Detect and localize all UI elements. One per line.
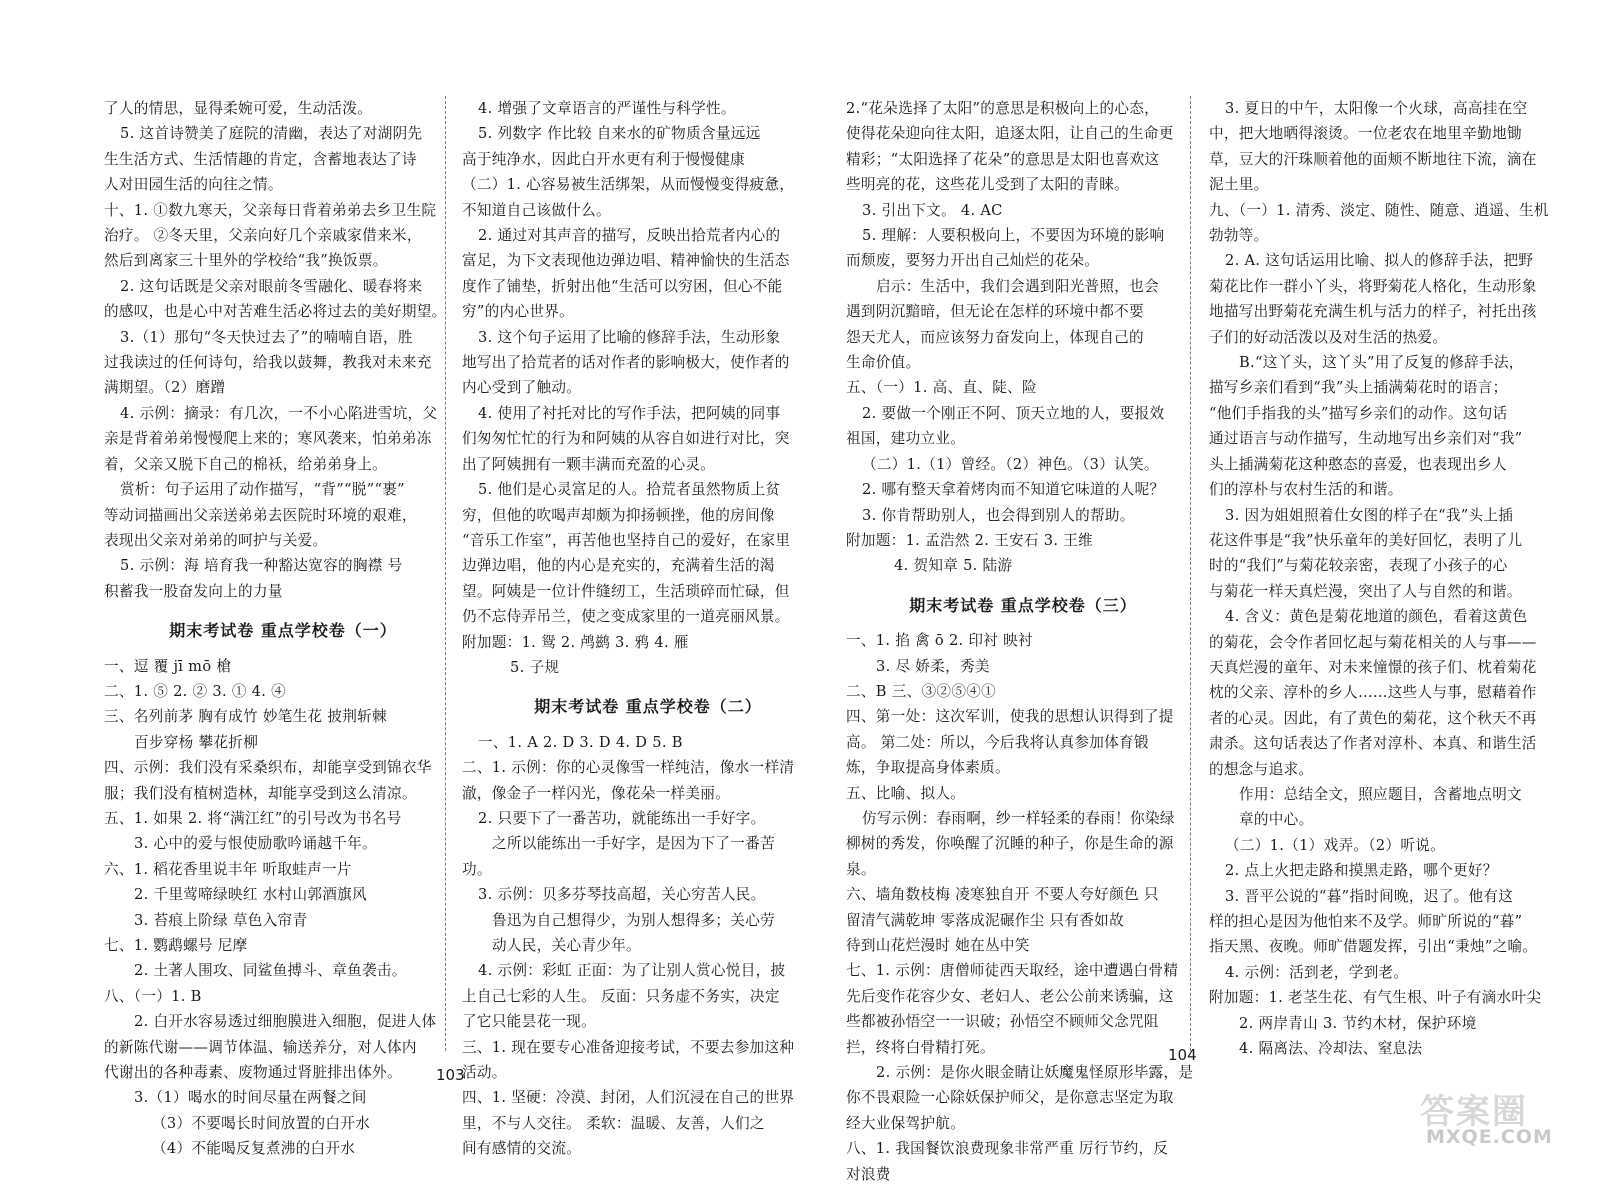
text-line: 七、1. 示例：唐僧师徒西天取经，途中遭遇白骨精 bbox=[846, 962, 1179, 980]
text-line: 2. 要做一个刚正不阿、顶天立地的人，要报效 bbox=[862, 404, 1165, 422]
text-line: 穷，但他的吹喝声却颇为抑扬顿挫，他的房间像 bbox=[462, 506, 775, 524]
text-line: 4. 使用了衬托对比的写作手法，把阿姨的同事 bbox=[478, 404, 781, 422]
text-line: 拦，终将白骨精打死。 bbox=[846, 1038, 995, 1056]
text-line: 枕的父亲、淳朴的乡人……这些人与事，慰藉着作 bbox=[1209, 684, 1537, 702]
text-line: （二）1.（1）曾经。（2）神色。（3）认笑。 bbox=[862, 455, 1159, 473]
text-line: 中，把大地晒得滚烫。一位老农在地里辛勤地锄 bbox=[1209, 125, 1522, 143]
text-line: 内心受到了触动。 bbox=[462, 379, 582, 397]
text-line: 五、比喻、拟人。 bbox=[846, 784, 966, 802]
text-line: 四、第一处：这次军训，使我的思想认识得到了提 bbox=[846, 708, 1174, 726]
text-line: 鲁迅为自己想得少，为别人想得多；关心劳 bbox=[492, 911, 775, 929]
text-line: 肃杀。这句话表达了作者对淳朴、本真、和谐生活 bbox=[1209, 735, 1537, 753]
text-line: 七、1. 鹦鹉螺号 尼摩 bbox=[104, 937, 248, 954]
text-line: 3. 苔痕上阶绿 草色入帘青 bbox=[134, 911, 308, 929]
text-line: 泉。 bbox=[846, 860, 876, 878]
text-line: 头上插满菊花这种憨态的喜爱，也表现出乡人 bbox=[1209, 455, 1507, 473]
text-line: 2. 哪有整天拿着烤肉而不知道它味道的人呢？ bbox=[862, 481, 1165, 499]
text-line: 百步穿杨 攀花折柳 bbox=[134, 733, 259, 751]
text-line: 着，父亲又脱下自己的棉袄，给弟弟身上。 bbox=[104, 455, 387, 473]
text-line: 三、名列前茅 胸有成竹 妙笔生花 披荆斩棘 bbox=[104, 708, 387, 726]
column-3 bbox=[846, 96, 1200, 1187]
text-line: 花这件事是“我”快乐童年的美好回忆，表明了儿 bbox=[1209, 531, 1523, 549]
text-line: 章的中心。 bbox=[1239, 811, 1314, 829]
watermark-site: MXQE.COM bbox=[1426, 1126, 1553, 1148]
text-line: 高。 第二处：所以，今后我将认真参加体育锻 bbox=[846, 733, 1149, 751]
text-line: 4. 隔离法、冷却法、窒息法 bbox=[1239, 1040, 1423, 1058]
text-line: 三、1. 现在要专心准备迎接考试，不要去参加这种 bbox=[462, 1038, 795, 1056]
section-heading: 期末考试卷 重点学校卷（二） bbox=[534, 697, 762, 717]
text-line: 5. 他们是心灵富足的人。拾荒者虽然物质上贫 bbox=[478, 481, 781, 499]
column-4 bbox=[1209, 96, 1575, 1061]
text-line: 待到山花烂漫时 她在丛中笑 bbox=[846, 937, 1030, 954]
text-line: 2. A. 这句话运用比喻、拟人的修辞手法，把野 bbox=[1225, 252, 1534, 270]
text-line: 描写乡亲们看到“我”头上插满菊花时的语言； bbox=[1209, 379, 1508, 397]
text-line: 地写出了拾荒者的话对作者的影响极大，使作者的 bbox=[462, 354, 790, 372]
text-line: 5. 理解：人要积极向上，不要因为环境的影响 bbox=[862, 227, 1165, 245]
text-line: 出了阿姨拥有一颗丰满而充盈的心灵。 bbox=[462, 455, 716, 473]
text-line: 仍不忘侍弄吊兰，使之变成家里的一道亮丽风景。 bbox=[462, 608, 790, 626]
text-line: 人对田园生活的向往之情。 bbox=[104, 176, 283, 194]
text-line: 四、示例：我们没有采桑织布，却能享受到锦衣华 bbox=[104, 759, 432, 777]
text-line: 2.“花朵选择了太阳”的意思是积极向上的心态， bbox=[846, 100, 1160, 117]
text-line: 的想念与追求。 bbox=[1209, 760, 1314, 778]
text-line: 代谢出的各种毒素、废物通过肾脏排出体外。 bbox=[104, 1064, 402, 1082]
text-line: 2. 点上火把走路和摸黑走路，哪个更好？ bbox=[1225, 862, 1498, 880]
text-line: 功。 bbox=[462, 860, 492, 878]
text-line: （二）1. 心容易被生活绑架，从而慢慢变得疲惫， bbox=[462, 176, 795, 194]
text-line: 过我读过的任何诗句，给我以鼓舞，教我对未来充 bbox=[104, 354, 432, 372]
text-line: 先后变作花容少女、老妇人、老公公前来诱骗，这 bbox=[846, 987, 1174, 1005]
text-line: 柳树的秀发，你唤醒了沉睡的种子，你是生命的源 bbox=[846, 835, 1174, 853]
text-line: 作用：总结全文，照应题目，含蓄地点明文 bbox=[1239, 785, 1522, 803]
column-2 bbox=[462, 96, 834, 1162]
text-line: 然后到离家三十里外的学校给“我”换饭票。 bbox=[104, 252, 388, 270]
text-line: 4. 示例：摘录：有几次，一不小心陷进雪坑，父 bbox=[120, 404, 438, 422]
text-line: 子们的好动活泼以及对生活的热爱。 bbox=[1209, 328, 1448, 346]
watermark bbox=[1398, 1082, 1598, 1152]
text-line: 3. 你肯帮助别人，也会得到别人的帮助。 bbox=[862, 506, 1135, 524]
text-line: 5. 子规 bbox=[510, 658, 560, 676]
text-line: 草，豆大的汗珠顺着他的面颊不断地往下流，滴在 bbox=[1209, 150, 1537, 168]
text-line: 不知道自己该做什么。 bbox=[462, 201, 611, 219]
section-heading: 期末考试卷 重点学校卷（三） bbox=[909, 595, 1137, 615]
text-line: 活动。 bbox=[462, 1064, 507, 1082]
text-line: 了它只能昙花一现。 bbox=[462, 1013, 597, 1031]
text-line: 2. 只要下了一番苦功，就能练出一手好字。 bbox=[478, 809, 766, 827]
text-line: 里，不与人交往。 柔软：温暖、友善，人们之 bbox=[462, 1114, 765, 1132]
text-line: 富足，为下文表现他边弹边唱、精神愉快的生活态 bbox=[462, 252, 790, 270]
text-line: 启示：生活中，我们会遇到阳光普照，也会 bbox=[876, 277, 1159, 295]
text-line: 生命价值。 bbox=[846, 354, 921, 372]
text-line: 二、1. 示例：你的心灵像雪一样纯洁，像水一样清 bbox=[462, 759, 795, 777]
text-line: 2. 两岸青山 3. 节约木材，保护环境 bbox=[1239, 1014, 1477, 1032]
text-line: 穷”的内心世界。 bbox=[462, 303, 575, 321]
text-line: 生生活方式、生活情趣的肯定，含蓄地表达了诗 bbox=[104, 150, 417, 168]
text-line: 了人的情思，显得柔婉可爱，生动活泼。 bbox=[104, 100, 373, 117]
text-line: 4. 示例：活到老，学到老。 bbox=[1225, 963, 1409, 981]
text-line: 些明亮的花，这些花儿受到了太阳的青睐。 bbox=[846, 176, 1129, 194]
text-line: 遇到阴沉黯暗，但无论在怎样的环境中都不要 bbox=[846, 303, 1144, 321]
text-line: 二、1. ⑤ 2. ② 3. ① 4. ④ bbox=[104, 682, 287, 700]
text-line: 5. 示例：海 培育我一种豁达宽容的胸襟 号 bbox=[120, 557, 403, 575]
text-line: 亲是背着弟弟慢慢爬上来的；寒风袭来，怕弟弟冻 bbox=[104, 430, 432, 448]
text-line: 八、（一）1. B bbox=[104, 987, 202, 1005]
text-line: 积蓄我一股奋发向上的力量 bbox=[104, 582, 283, 600]
text-line: 九、（一）1. 清秀、淡定、随性、随意、逍遥、生机 bbox=[1209, 201, 1549, 219]
text-line: 者的心灵。因此，有了黄色的菊花，这个秋天不再 bbox=[1209, 709, 1537, 727]
text-line: 3.（1）喝水的时间尽量在两餐之间 bbox=[134, 1089, 367, 1107]
text-line: 一、逗 覆 jī mō 槍 bbox=[104, 657, 232, 675]
text-line: 经大业保驾护航。 bbox=[846, 1114, 966, 1132]
text-line: 表现出父亲对弟弟的呵护与关爱。 bbox=[104, 531, 328, 549]
text-line: 六、1. 稻花香里说丰年 听取蛙声一片 bbox=[104, 860, 352, 878]
text-line: 们的淳朴与农村生活的和谐。 bbox=[1209, 481, 1403, 499]
text-line: 附加题：1. 老茎生花、有气生根、叶子有滴水叶尖 bbox=[1209, 989, 1542, 1007]
text-line: 附加题：1. 鸳 2. 鸬鹚 3. 鸦 4. 雁 bbox=[462, 633, 689, 651]
text-line: 2. 千里莺啼绿映红 水村山郭酒旗风 bbox=[134, 886, 367, 904]
text-line: 治疗。 ②冬天里，父亲向好几个亲戚家借来米， bbox=[104, 227, 422, 245]
text-line: 泥土里。 bbox=[1209, 176, 1269, 194]
text-line: 祖国，建功立业。 bbox=[846, 430, 966, 448]
text-line: 与菊花一样天真烂漫，突出了人与自然的和谐。 bbox=[1209, 582, 1522, 600]
text-line: 3. 引出下文。 4. AC bbox=[862, 201, 1003, 219]
text-line: 对浪费 bbox=[846, 1165, 891, 1183]
text-line: 3. 夏日的中午，太阳像一个火球，高高挂在空 bbox=[1225, 100, 1528, 117]
text-line: 菊花比作一群小丫头，将野菊花人格化，生动形象 bbox=[1209, 277, 1537, 295]
text-line: 3.（1）那句“冬天快过去了”的喃喃自语，胜 bbox=[120, 328, 413, 346]
text-line: （二）1.（1）戏弄。（2）听说。 bbox=[1225, 836, 1446, 854]
text-line: 满期望。（2）磨蹭 bbox=[104, 379, 226, 397]
text-line: 二、B 三、③②⑤④① bbox=[846, 682, 997, 700]
text-line: B.“这丫头，这丫头”用了反复的修辞手法， bbox=[1239, 354, 1524, 372]
text-line: 四、1. 坚硬：冷漠、封闭，人们沉浸在自己的世界 bbox=[462, 1089, 795, 1107]
text-line: 炼，争取提高身体素质。 bbox=[846, 759, 1010, 777]
text-line: 一、1. A 2. D 3. D 4. D 5. B bbox=[478, 733, 683, 751]
text-line: 服；我们没有植树造林，却能享受到这么清凉。 bbox=[104, 784, 417, 802]
text-line: 使得花朵迎向往太阳，追逐太阳，让自己的生命更 bbox=[846, 125, 1174, 143]
text-line: 地描写出野菊花充满生机与活力的样子，衬托出孩 bbox=[1209, 303, 1537, 321]
column-divider-left bbox=[445, 96, 446, 1051]
column-1 bbox=[104, 96, 462, 1162]
text-line: “音乐工作室”，再苦他也坚持自己的爱好，在家里 bbox=[462, 531, 791, 549]
text-line: 3. 因为姐姐照着仕女图的样子在“我”头上插 bbox=[1225, 506, 1514, 524]
text-line: 之所以能练出一手好字，是因为下了一番苦 bbox=[492, 835, 775, 853]
text-line: 的新陈代谢——调节体温、输送养分，对人体内 bbox=[104, 1038, 417, 1056]
text-line: 时的“我们”与菊花较亲密，表现了小孩子的心 bbox=[1209, 557, 1508, 575]
page-number-left: 103 bbox=[436, 1066, 465, 1084]
text-line: 3. 这个句子运用了比喻的修辞手法，生动形象 bbox=[478, 328, 781, 346]
watermark-logo: 答案圈 bbox=[1420, 1092, 1528, 1132]
text-line: 5. 这首诗赞美了庭院的清幽，表达了对湖阴先 bbox=[120, 125, 423, 143]
text-line: 你不畏艰险一心除妖保护师父，是你意志坚定为取 bbox=[846, 1089, 1174, 1107]
text-line: 3. 尽 娇柔，秀美 bbox=[876, 657, 990, 675]
text-line: 5. 列数字 作比较 自来水的矿物质含量远远 bbox=[478, 125, 761, 143]
text-line: 度作了铺垫，折射出他“生活可以穷困，但心不能 bbox=[462, 277, 783, 295]
text-line: 而颓废，要努力开出自己灿烂的花朵。 bbox=[846, 252, 1100, 270]
text-line: 些都被孙悟空一一识破；孙悟空不顾师父念咒阻 bbox=[846, 1013, 1159, 1031]
text-line: 高于纯净水，因此白开水更有利于慢慢健康 bbox=[462, 150, 745, 168]
text-line: 望。阿姨是一位计件缝纫工，生活琐碎而忙碌，但 bbox=[462, 582, 790, 600]
text-line: 等动词描画出父亲送弟弟去医院时环境的艰难， bbox=[104, 506, 417, 524]
text-line: 间有感情的交流。 bbox=[462, 1140, 582, 1158]
text-line: 2. 示例：是你火眼金睛让妖魔鬼怪原形毕露，是 bbox=[876, 1064, 1194, 1082]
text-line: 一、1. 掐 禽 ō 2. 印衬 映衬 bbox=[846, 632, 1033, 650]
text-line: （4）不能喝反复煮沸的白开水 bbox=[152, 1140, 356, 1158]
text-line: 通过语言与动作描写，生动地写出乡亲们对“我” bbox=[1209, 430, 1523, 448]
text-line: 3. 示例：贝多芬琴技高超，关心穷苦人民。 bbox=[478, 886, 766, 904]
text-line: 4. 贺知章 5. 陆游 bbox=[894, 557, 1013, 575]
text-line: 指天黑、夜晚。师旷借题发挥，引出“秉烛”之喻。 bbox=[1209, 938, 1538, 956]
text-line: “他们手指我的头”描写乡亲们的动作。这句话 bbox=[1209, 404, 1508, 422]
text-line: 们匆匆忙忙的行为和阿姨的从容自如进行对比，突 bbox=[462, 430, 790, 448]
text-line: 澈，像金子一样闪光，像花朵一样美丽。 bbox=[462, 784, 731, 802]
text-line: 2. 土著人围攻、同鲨鱼搏斗、章鱼袭击。 bbox=[134, 962, 407, 980]
text-line: 2. 白开水容易透过细胞膜进入细胞，促进人体 bbox=[134, 1013, 437, 1031]
text-line: 八、1. 我国餐饮浪费现象非常严重 厉行节约，反 bbox=[846, 1140, 1169, 1158]
text-line: 3. 晋平公说的“暮”指时间晚，迟了。他有这 bbox=[1225, 887, 1514, 905]
text-line: 上自己七彩的人生。 反面：只务虚不务实，决定 bbox=[462, 987, 780, 1005]
page-number-right: 104 bbox=[1168, 1046, 1197, 1064]
text-line: 4. 含义：黄色是菊花地道的颜色，看着这黄色 bbox=[1225, 608, 1528, 626]
text-line: 2. 通过对其声音的描写，反映出拾荒者内心的 bbox=[478, 227, 781, 245]
text-line: 怨天尤人，而应该努力奋发向上，体现自己的 bbox=[846, 328, 1144, 346]
text-line: 的感叹，也是心中对苦难生活必将过去的美好期望。 bbox=[104, 303, 447, 321]
text-line: 五、（一）1. 高、直、陡、险 bbox=[846, 379, 1037, 397]
text-line: 3. 心中的爱与恨使励歌吟诵越千年。 bbox=[134, 835, 377, 853]
text-line: 动人民，关心青少年。 bbox=[492, 937, 641, 954]
text-line: 4. 示例：彩虹 正面：为了让别人赏心悦目，披 bbox=[478, 962, 786, 980]
text-line: 六、墙角数枝梅 凌寒独自开 不要人夸好颜色 只 bbox=[846, 886, 1159, 904]
text-line: 4. 增强了文章语言的严谨性与科学性。 bbox=[478, 100, 736, 117]
text-line: 赏析：句子运用了动作描写，“背”“脱”“裹” bbox=[120, 481, 405, 499]
text-line: （3）不要喝长时间放置的白开水 bbox=[152, 1114, 371, 1132]
column-divider-right bbox=[1190, 96, 1191, 1051]
text-line: 仿写示例：春雨啊，纱一样轻柔的春雨！你染绿 bbox=[862, 809, 1175, 827]
text-line: 样的担心是因为他怕来不及学。师旷所说的“暮” bbox=[1209, 913, 1523, 930]
text-line: 留清气满乾坤 零落成泥碾作尘 只有香如故 bbox=[846, 911, 1124, 929]
text-line: 天真烂漫的童年、对未来憧憬的孩子们、枕着菊花 bbox=[1209, 658, 1537, 676]
text-line: 精彩；“太阳选择了花朵”的意思是太阳也喜欢这 bbox=[846, 150, 1160, 168]
text-line: 的菊花，会令作者回忆起与菊花相关的人与事—— bbox=[1209, 633, 1537, 651]
text-line: 五、1. 如果 2. 将“满江红”的引号改为书名号 bbox=[104, 809, 402, 827]
text-line: 边弹边唱，他的内心是充实的，充满着生活的渴 bbox=[462, 557, 775, 575]
text-line: 十、1. ①数九寒天，父亲每日背着弟弟去乡卫生院 bbox=[104, 201, 437, 219]
text-line: 勃勃等。 bbox=[1209, 227, 1269, 245]
section-heading: 期末考试卷 重点学校卷（一） bbox=[169, 621, 397, 641]
text-line: 附加题：1. 孟浩然 2. 王安石 3. 王维 bbox=[846, 531, 1093, 549]
text-line: 2. 这句话既是父亲对眼前冬雪融化、暖春将来 bbox=[120, 277, 423, 295]
